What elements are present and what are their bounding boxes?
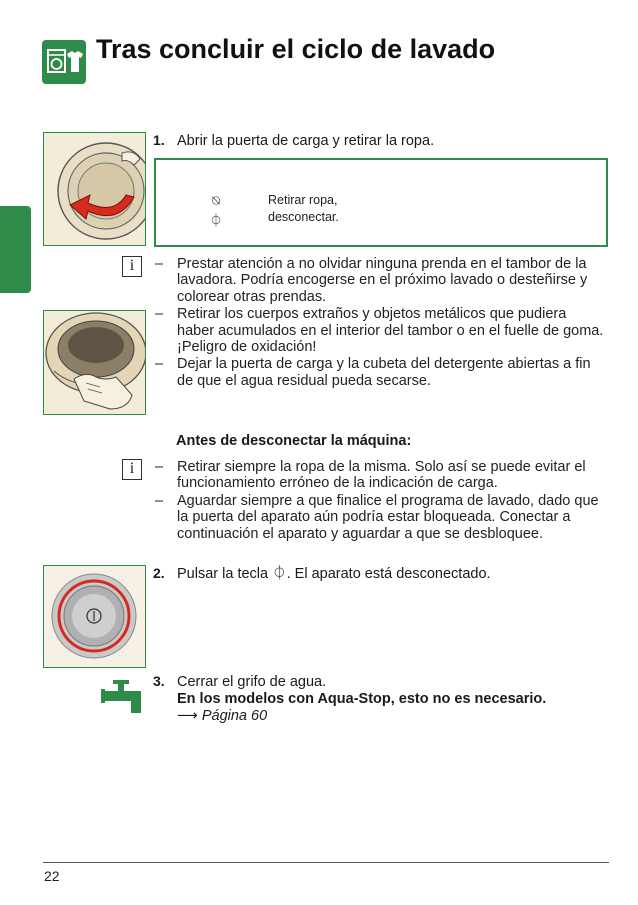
- step-number: 3.: [153, 673, 165, 689]
- drum-symbol-icon: ⍉: [212, 193, 220, 208]
- page-reference[interactable]: [153, 708, 613, 725]
- step-text: Cerrar el grifo de agua.: [177, 674, 327, 690]
- arrow-right-icon: ⟶: [177, 708, 198, 724]
- note-item: – Aguardar siempre a que finalice el programa de lavado, dado que la puerta del aparato aún podría estar bloqueada. Conectar a continuación el aparato y aguardar a que se desbloquee.: [155, 492, 599, 542]
- step-note: En los modelos con Aqua-Stop, esto no es necesario.: [177, 691, 547, 707]
- section-tab: [0, 206, 31, 293]
- page-reference-link[interactable]: Página 60: [201, 708, 268, 724]
- note-item: – Retirar los cuerpos extraños y objetos metálicos que pudiera haber acumulados en el interior del tambor o en el fuelle de goma. ¡Peligro de oxidación!: [155, 306, 604, 356]
- info-icon: i: [122, 256, 142, 277]
- step-number: 1.: [153, 132, 165, 148]
- power-symbol-icon: ⏀: [272, 566, 287, 582]
- page-number: 22: [44, 868, 60, 884]
- info-icon: i: [122, 459, 142, 480]
- step-number: 2.: [153, 565, 165, 581]
- step-3: [153, 673, 613, 725]
- display-panel: [154, 158, 608, 247]
- power-symbol-icon: ⏀: [209, 213, 223, 228]
- washing-machine-shirt-icon: [42, 40, 86, 84]
- notes-list: [155, 256, 605, 389]
- footer-divider: [43, 862, 609, 863]
- step-text: Abrir la puerta de carga y retirar la ropa.: [177, 133, 435, 149]
- illustration-open-door: [43, 132, 146, 246]
- illustration-power-button: [43, 565, 146, 668]
- note-item: – Dejar la puerta de carga y la cubeta del detergente abiertas a fin de que el agua residual pueda secarse.: [155, 356, 591, 389]
- note-item: – Retirar siempre la ropa de la misma. Solo así se puede evitar el funcionamiento erróneo de la indicación de carga.: [155, 459, 586, 492]
- faucet-icon: [101, 678, 147, 718]
- section-subheading: Antes de desconectar la máquina:: [176, 433, 412, 449]
- display-label: Retirar ropa,: [268, 193, 338, 207]
- note-item: – Prestar atención a no olvidar ninguna prenda en el tambor de la lavadora. Podría encogerse en el próximo lavado o desteñirse y colorear otras prendas.: [155, 256, 588, 305]
- notes-list: [155, 459, 605, 542]
- step-1: [153, 132, 613, 150]
- page-title: Tras concluir el ciclo de lavado: [96, 34, 496, 64]
- illustration-check-drum: [43, 310, 146, 415]
- step-2: 2. Pulsar la tecla ⏀. El aparato está desconectado.: [153, 565, 491, 582]
- display-label: desconectar.: [268, 210, 339, 224]
